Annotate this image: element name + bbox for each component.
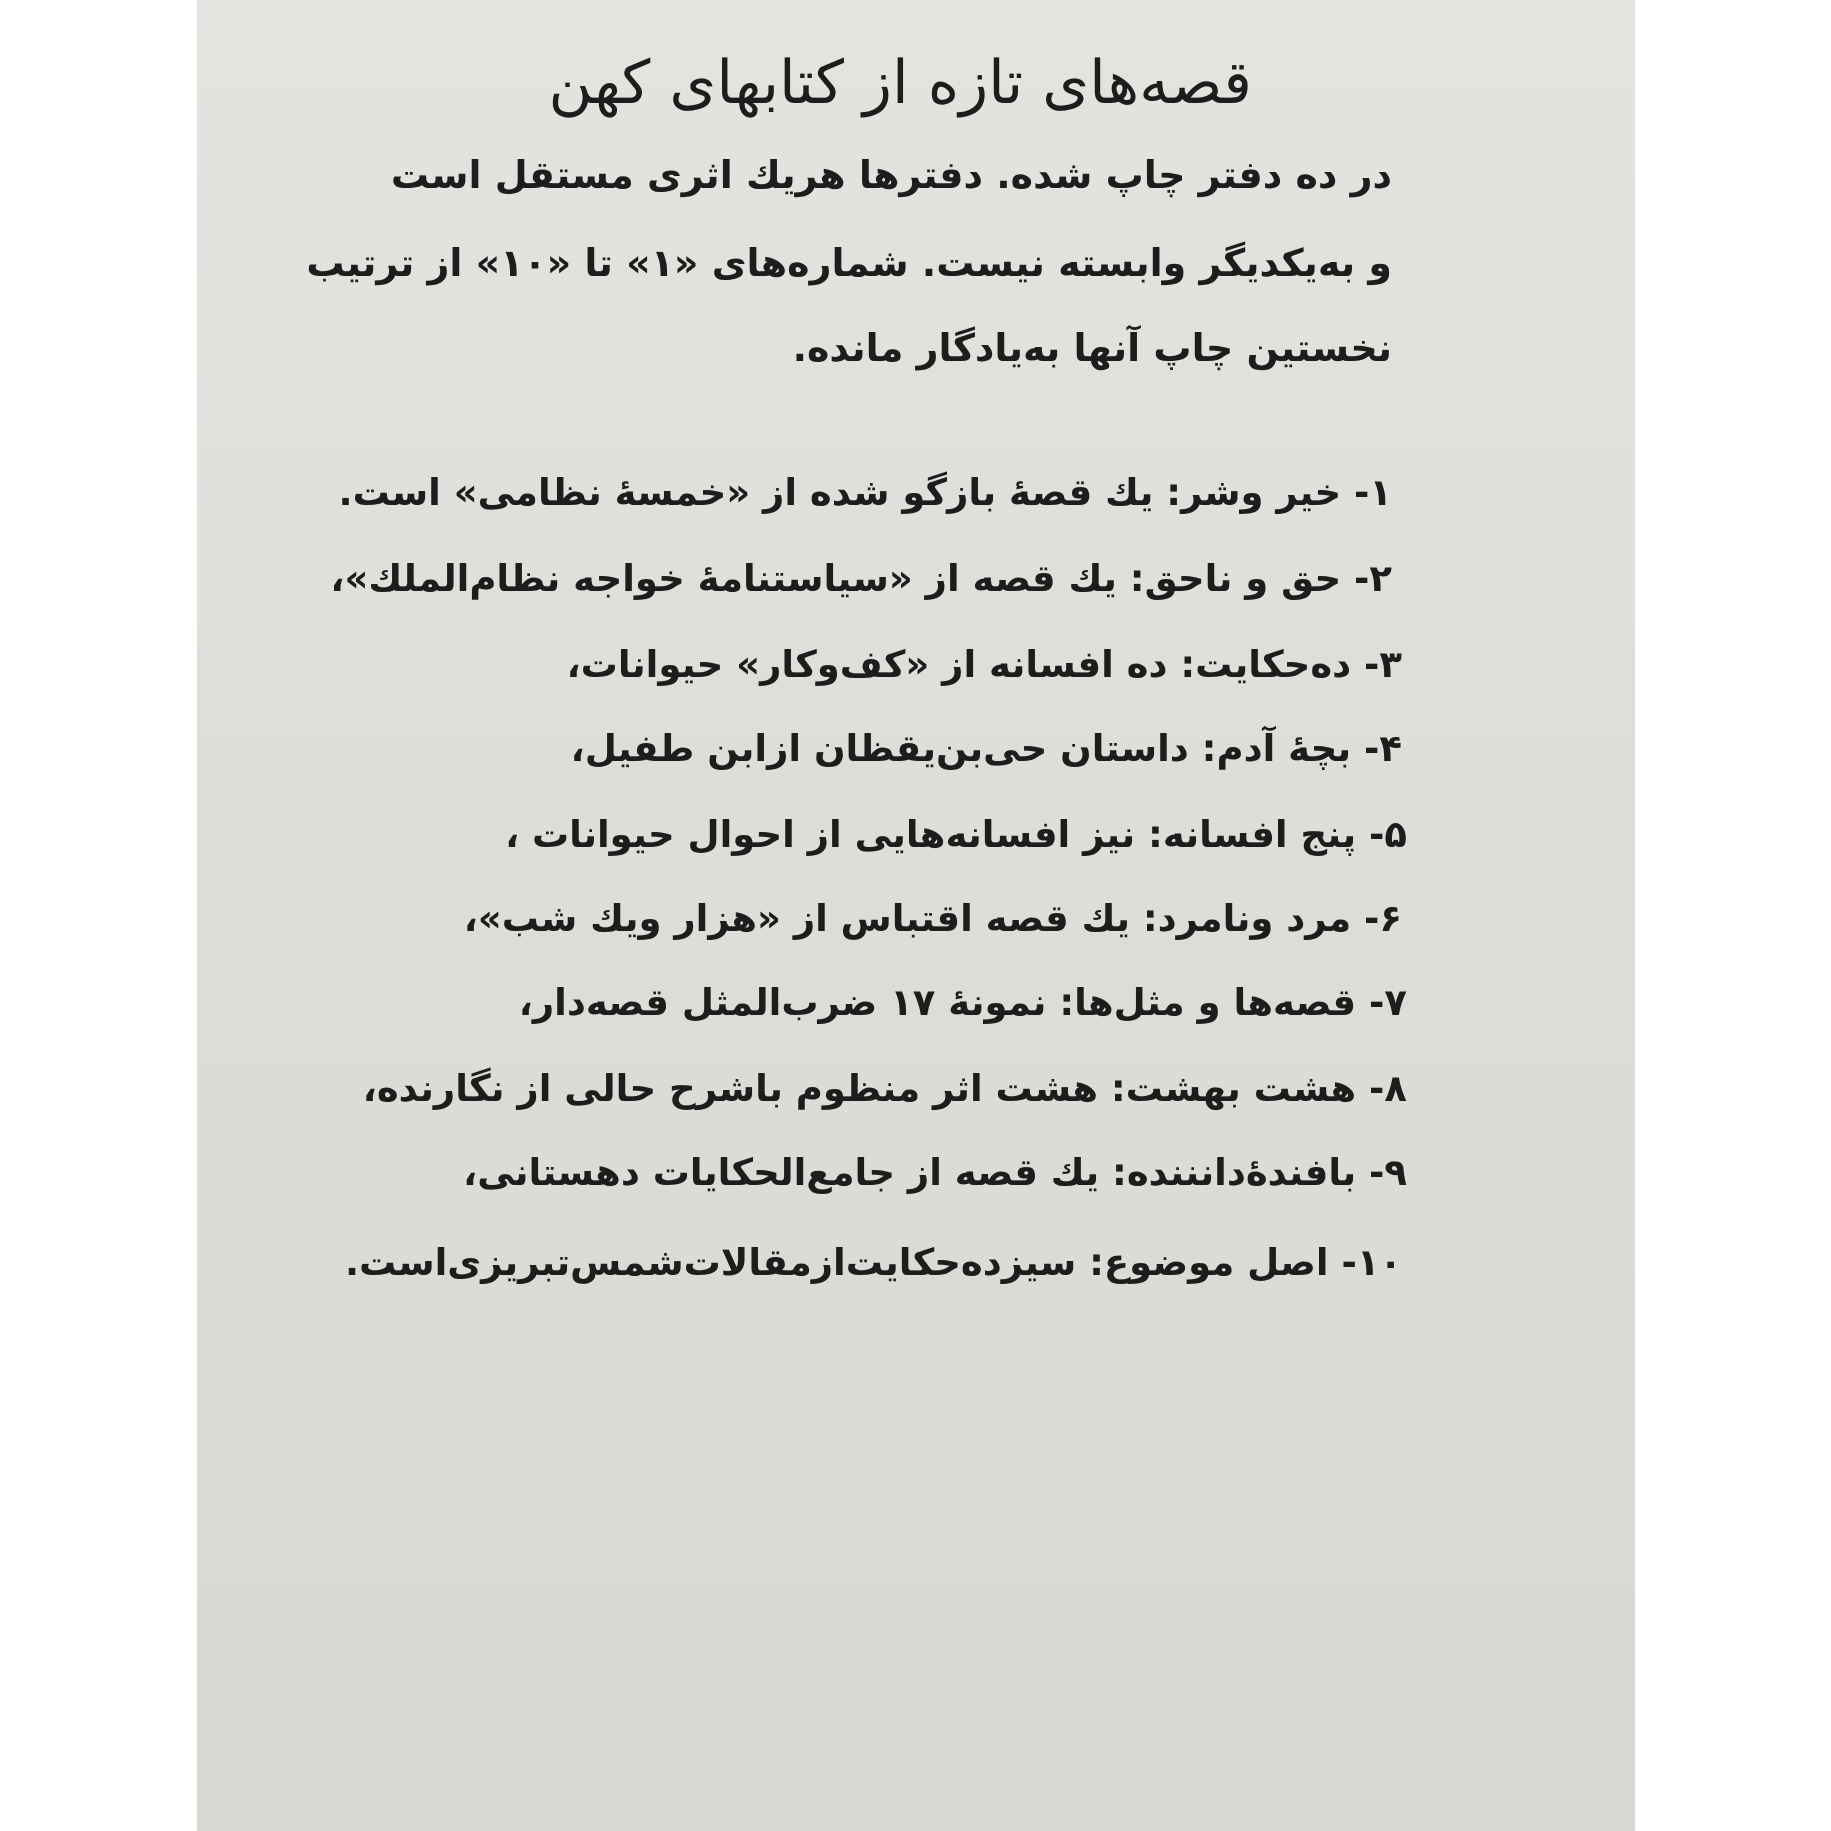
volume-description: سیزده‌حکایت‌ازمقالات‌شمس‌تبریزی‌است.	[344, 1241, 1077, 1284]
page-title: قصه‌های تازه از کتابهای کهن	[548, 48, 1252, 118]
volume-item	[330, 557, 1392, 600]
volume-number: ۵-	[1356, 813, 1407, 856]
volume-description: يك قصه از «سیاستنامهٔ خواجه نظام‌الملك»،	[330, 557, 1117, 600]
volume-number: ۶-	[1351, 897, 1402, 940]
volume-number: ۴-	[1351, 727, 1402, 770]
volume-title: بچهٔ آدم:	[1188, 727, 1352, 770]
volume-number: ۷-	[1356, 981, 1407, 1024]
volume-description: يك قصه از جامع‌الحکایات دهستانی،	[463, 1151, 1100, 1194]
volume-item	[518, 981, 1407, 1024]
volume-item	[338, 471, 1392, 514]
volume-number: ۳-	[1351, 643, 1402, 686]
volume-title: حق و ناحق:	[1116, 557, 1342, 600]
volume-title: پنج افسانه:	[1135, 813, 1357, 856]
intro-line-1: در ده دفتر چاپ شده. دفترها هریك اثری مستقل است	[390, 153, 1392, 197]
volume-item	[362, 1067, 1407, 1110]
volume-item	[463, 897, 1402, 940]
volume-description: نمونهٔ ۱۷ ضرب‌المثل قصه‌دار،	[518, 981, 1047, 1024]
intro-line-3: نخستین چاپ آنها به‌یادگار مانده.	[792, 326, 1392, 370]
volume-title: قصه‌ها و مثل‌ها:	[1046, 981, 1357, 1024]
volume-number: ۱-	[1341, 471, 1392, 514]
volume-item	[344, 1241, 1402, 1284]
volume-title: بافندهٔ‌دانننده:	[1099, 1151, 1357, 1194]
volume-description: نیز افسانه‌هایی از احوال حیوانات ،	[505, 813, 1136, 856]
volume-title: خیر وشر:	[1153, 471, 1342, 514]
volume-title: هشت بهشت:	[1097, 1067, 1357, 1110]
intro-line-2: و به‌یکدیگر وابسته نیست. شماره‌های «۱» تا «۱۰» از ترتیب	[306, 241, 1392, 285]
volume-description: هشت اثر منظوم باشرح حالی از نگارنده،	[362, 1067, 1098, 1110]
volume-description: يك قصه اقتباس از «هزار ويك شب»،	[463, 897, 1130, 940]
volume-description: ده افسانه از «کف‌وکار» حیوانات،	[566, 643, 1168, 686]
volume-number: ۸-	[1356, 1067, 1407, 1110]
volume-item	[505, 813, 1407, 856]
book-page	[197, 0, 1635, 1831]
volume-item	[570, 727, 1402, 770]
volume-number: ۱۰-	[1328, 1241, 1402, 1284]
volume-title: اصل موضوع:	[1076, 1241, 1329, 1284]
volume-item	[463, 1151, 1407, 1194]
volume-description: يك قصهٔ بازگو شده از «خمسهٔ نظامی» است.	[338, 471, 1154, 514]
volume-title: مرد ونامرد:	[1129, 897, 1352, 940]
volume-item	[566, 643, 1402, 686]
volume-number: ۲-	[1341, 557, 1392, 600]
volume-title: ده‌حکایت:	[1167, 643, 1352, 686]
volume-description: داستان حی‌بن‌یقظان ازابن طفیل،	[570, 727, 1189, 770]
volume-number: ۹-	[1356, 1151, 1407, 1194]
